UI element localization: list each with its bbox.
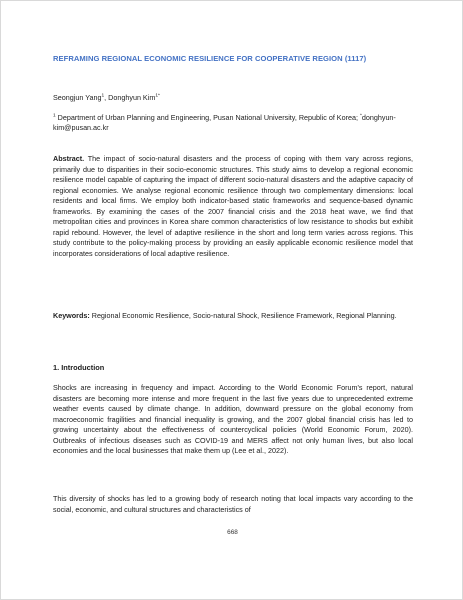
email-mark: * xyxy=(359,113,362,119)
keywords-text: Regional Economic Resilience, Socio-natural Shock, Resilience Framework, Regional Planning. xyxy=(89,311,397,320)
affiliation-text: Department of Urban Planning and Engineering, Pusan National University, Republic of Korea; xyxy=(55,113,360,122)
body-paragraph: Shocks are increasing in frequency and impact. According to the World Economic Forum's report, natural disasters are becoming more intense and more frequent in the last five years due to unprecedented extreme weather events caused by climate change. In addition, downward pressure on the global economy from macroeconomic fragilities and financial inequality is growing, and the 2007 global financial crisis has led to growing uncertainty about the effectiveness of countercyclical policies (World Economic Forum, 2020). Outbreaks of infectious diseases such as COVID-19 and MERS affect not only human lives, but also local economies and the local businesses that make them up (Lee et al., 2022). xyxy=(53,383,413,456)
author-affiliation-mark: 1 xyxy=(101,93,105,99)
author-name: Seongjun Yang xyxy=(53,93,102,102)
paper-title: REFRAMING REGIONAL ECONOMIC RESILIENCE FOR COOPERATIVE REGION (1117) xyxy=(53,54,367,63)
author-separator: , xyxy=(104,93,109,102)
keywords xyxy=(53,311,413,322)
abstract-label: Abstract. xyxy=(53,154,85,163)
corresponding-email: donghyun-kim@pusan.ac.kr xyxy=(53,113,396,133)
section-heading: 1. Introduction xyxy=(53,363,105,372)
abstract xyxy=(53,154,413,259)
affiliation xyxy=(53,113,413,133)
author-affiliation-mark: 1* xyxy=(155,93,160,99)
author-line xyxy=(53,93,160,102)
author-name: Donghyun Kim xyxy=(108,93,156,102)
body-paragraph: This diversity of shocks has led to a growing body of research noting that local impacts vary according to the social, economic, and cultural structures and characteristics of xyxy=(53,494,413,514)
affiliation-mark: 1 xyxy=(53,113,56,119)
abstract-text: The impact of socio-natural disasters and the process of coping with them vary across regions, primarily due to disparities in their socio-economic structures. This study aims to develop a regional economic resilience model capable of capturing the impact of different socio-natural disasters and the adaptive capacity of regional economies. We analyse regional economic resilience through two complementary dimensions: local residents and local firms. We employ both indicator-based static frameworks and sequence-based dynamic frameworks. By examining the cases of the 2007 financial crisis and the 2018 heat wave, we find that metropolitan cities and provinces in Korea share common characteristics of low resistance to shocks but exhibit rapid rebound. However, the level of adaptive resilience in the short and long term varies across regions. This study contribute to the policy-making process by providing an easily applicable economic resilience model that incorporates considerations of local adaptive resilience. xyxy=(53,154,413,258)
page-number: 668 xyxy=(227,529,238,536)
keywords-label: Keywords: xyxy=(53,311,90,320)
